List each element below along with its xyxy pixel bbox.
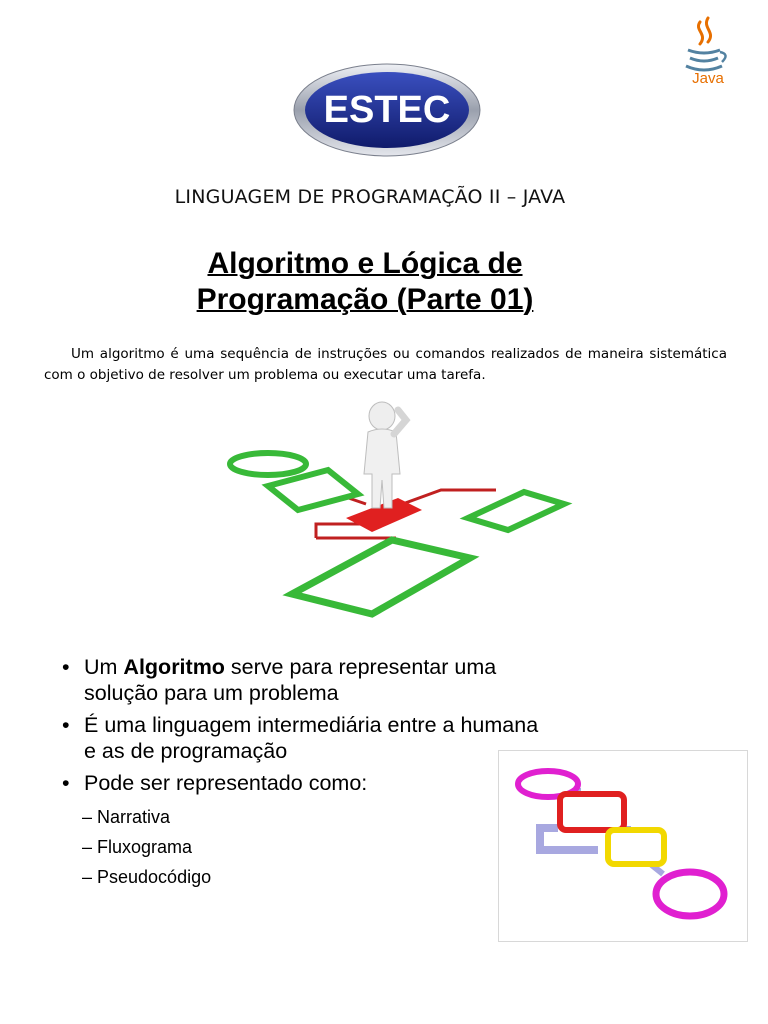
sub-list-item: – Narrativa	[82, 807, 171, 827]
bullet-1-prefix: Um	[84, 655, 124, 679]
bullet-1-bold: Algoritmo	[123, 655, 225, 679]
bullet-dot-icon: •	[62, 655, 70, 679]
bullet-2-text: É uma linguagem intermediária entre a humana e as de programação	[84, 713, 539, 763]
list-item	[62, 654, 542, 706]
java-logo-icon	[668, 14, 740, 100]
page-title-line-2: Programação (Parte 01)	[196, 283, 534, 316]
bullet-dot-icon: •	[62, 713, 70, 737]
java-label: Java	[692, 70, 724, 87]
bullet-list	[62, 654, 542, 892]
bullet-dot-icon: •	[62, 771, 70, 795]
intro-paragraph: Um algoritmo é uma sequência de instruções ou comandos realizados de maneira sistemática com o objetivo de resolver um problema ou executar uma tarefa.	[44, 346, 727, 383]
sub-list-item: – Pseudocódigo	[82, 867, 212, 887]
estec-logo	[292, 62, 482, 158]
sub-list-item: – Fluxograma	[82, 837, 193, 857]
list-item	[62, 770, 542, 796]
list-item	[62, 712, 542, 764]
estec-logo-text: ESTEC	[323, 89, 451, 131]
bullet-3-text: Pode ser representado como:	[84, 771, 368, 795]
bullet-1-rest: serve para representar uma solução para um problema	[84, 655, 497, 705]
page-title-line-1: Algoritmo e Lógica de	[207, 247, 523, 280]
course-title: LINGUAGEM DE PROGRAMAÇÃO II – JAVA	[174, 186, 566, 208]
page-title	[100, 246, 630, 318]
flowchart-person-illustration	[196, 398, 614, 642]
flowchart-illustration	[498, 750, 748, 942]
